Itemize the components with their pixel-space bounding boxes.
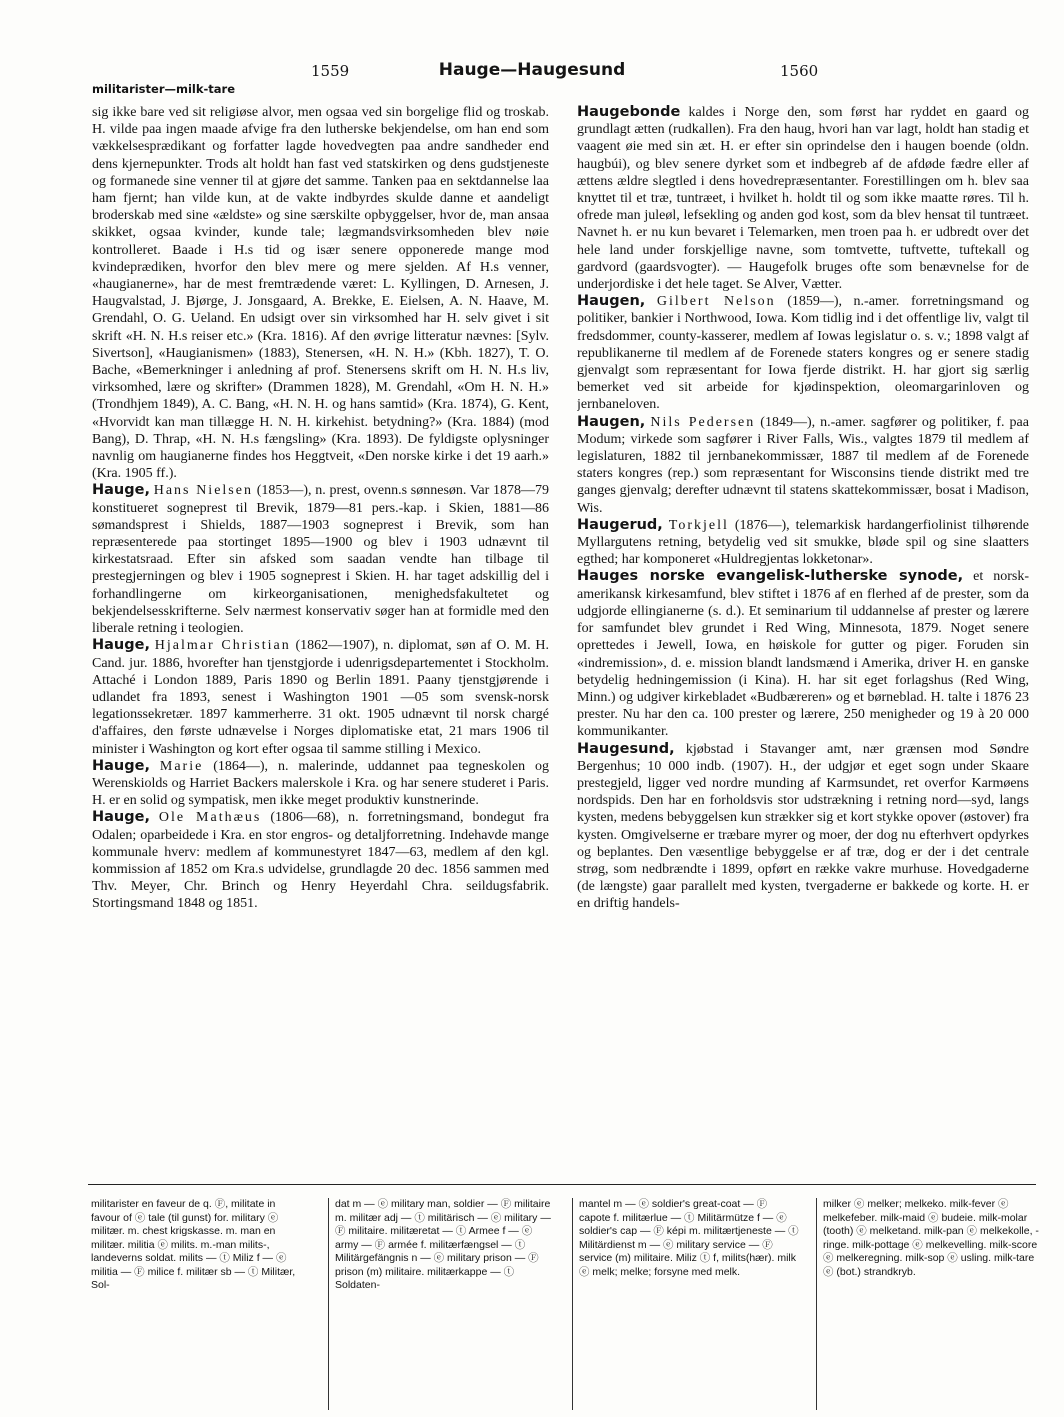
entry-hauge-hans-nielsen [92,482,549,637]
headword: Haugen, [577,293,646,310]
headword: Hauge, [92,637,150,654]
headword: Haugen, [577,413,646,430]
entry-haugen-gilbert-nelson [577,293,1029,413]
headword: Hauge, [92,809,150,826]
entry-text: et norsk-amerikansk kirkesamfund, blev stiftet i 1876 af en flerhed af de prester, som da udgjorde ellingianerne (s. d.). Et seminarium til uddannelse af prester og lærere for samfundet blev grundet i Red Wing, Minnesota, 1879. Noget senere oprettedes i Jewell, Iowa, en høiskole for gutter og piger. Foruden sin «indremission», d. e. mission blandt landsmænd i Amerika, driver H. en ganske betydelig hedningemission (i Kina). H. har sit eget forlagshus (Red Wing, Minn.) og udgiver kirkebladet «Budbæreren» og et børneblad. H. talte i 1876 23 prester. Nu har den ca. 100 prester og lærere, 250 menigheder og 19 à 20 000 kommunikanter. [577,569,1029,740]
headword: Hauge, [92,757,150,774]
footnote-text: militarister en faveur de q. Ⓕ, militate in favour of ⓔ tale (til gunst) for. military ⓔ militær. m. chest krigskasse. m. man en militær. militia ⓔ milits. m.-man milits-, landeverns soldat. milits — ⓣ Miliz f — ⓔ militia — Ⓕ milice f. militær sb — ⓣ Militær, Sol- [91,1198,296,1291]
entry-haugesund [577,741,1029,913]
running-title: Hauge—Haugesund [438,60,626,80]
spaced-name: Nils Pedersen [650,414,756,430]
page-number-right: 1560 [780,62,819,80]
footnote-column-3 [572,1198,801,1410]
footnote-column-2 [328,1198,557,1410]
headword: Hauges norske evangelisk-lutherske synode, [577,568,964,585]
spaced-name: Hans Nielsen [153,483,253,499]
spaced-name: Ole Mathæus [158,810,262,826]
spaced-name: Torkjell [668,517,729,533]
footnote-text: milker ⓔ melker; melkeko. milk-fever ⓔ melkefeber. milk-maid ⓔ budeie. milk-molar (tooth) ⓔ melketand. milk-pan ⓔ melkekolle, -ringe. milk-pottage ⓔ melkevelling. milk-score ⓔ melkeregning. milk-sop ⓔ usling. milk-tare ⓔ (bot.) strandkryb. [823,1198,1039,1278]
footnote-divider [88,1184,1036,1185]
entry-hauges-synode [577,568,1029,740]
headword: Haugerud, [577,516,663,533]
headword: Haugebonde [577,104,681,120]
entry-text: kjøbstad i Stavanger amt, nær grænsen mod Søndre Bergenhus; 10 000 indb. (1907). H., der udgjør et eget sogn under Skaare prestegjeld, ligger ved nordre munding af Karmsundet, ret overfor Karmøens nordspids. Den har en forholdsvis stor udstrækning i retning nord—syd, langs kysten, medens bebyggelsen kun strækker sig et kort stykke opover (østover) fra kysten. Omgivelserne er træbare myrer og moer, der dog nu efterhvert opdyrkes og beplantes. Den væsentlige bebyggelse er af træ, dog er der i det centrale strøg, som nedbrændte i 1899, opført en række vakre murhuse. Hovedgaderne (de længste) gaar parallelt med kysten, tvergaderne er bakkede og korte. H. er en driftig handels- [577,741,1029,912]
entry-haugerud-torkjell [577,517,1029,569]
entry-text: kaldes i Norge den, som først har ryddet en gaard og grundlagt ætten (rudkallen). Fra den haug, hvori han var lagt, holdt han stadig et vaagent øie med sin æt. H. er efter sin oprindelse den i haugen boende (oldn. haugbúi), og blev senere dyrket som et indbegreb af de afdøde fædre eller af ættens ældre slegtled i dens hovedrepræsentanter. Forestillingen om h. blev saa knyttet til et træ, tuntræet, i hvilket h. holdt til og som ikke maatte røres. Til h. ofrede man juleøl, lefsekling og anden god kost, som da blev hensat til tuntræet. Navnet h. er nu kun bevaret i Telemarken, men troen paa h. er udbredt over det hele land under forskjellige navne, som tomtvette, tuftvette, tuftekall og gardvord (gaardsvogter). — Haugefolk bruges ofte som benævnelse for de underjordiske i det hele taget. Se Alver, Vætter. [577,105,1029,293]
entry-haugen-nils-pedersen [577,414,1029,517]
headword: Haugesund, [577,740,675,757]
page-number-left: 1559 [311,62,350,80]
entry-text: (1806—68), n. forretningsmand, bondegut fra Odalen; oparbeidede i Kra. en stor engros- og detaljforretning. Indehavde mange kommunale hverv: medlem af kommunestyret 1847—63, medlem af den kgl. kommission af 1852 om Kra.s udvidelse, grundlagde 20 dec. 1856 sammen med Thv. Meyer, Chr. Brinch og Henry Heyerdahl Chra. seildugsfabrik. Stortingsmand 1848 og 1851. [92,810,549,912]
footnote-column-4 [816,1198,1045,1410]
spaced-name: Gilbert Nelson [656,294,776,310]
entry-hauge-ole-mathaeus [92,809,549,912]
entry-text: (1864—), n. malerinde, uddannet paa tegneskolen og Werenskiolds og Harriet Backers malerskole i Kra. og har senere studeret i Paris. H. er en solid og sympatisk, men ikke meget produktiv kunstnerinde. [92,758,549,809]
headword: Hauge, [92,482,150,499]
catchword-left: militarister—milk-tare [92,82,236,96]
entry-text: (1849—), n.-amer. sagfører og politiker, f. paa Modum; virkede som sagfører i River Falls, Wis., valgtes 1879 til medlem af legislaturen, 1882 til jernbanekommissær, 1887 til medlem af de Forenede staters kongres (rep.) som repræsentant for Wisconsins tiende distrikt med tre ganges gjenvalg; derefter udnævnt til statens skattekommissær, bosat i Madison, Wis. [577,414,1029,516]
spaced-name: Marie [159,758,204,774]
entry-text: (1853—), n. prest, ovenn.s sønnesøn. Var 1878—79 konstitueret sogneprest til Brevik, 1879—81 pers.-kap. i Skien, 1881—86 sømandsprest i Shields, 1887—1903 sogneprest i Brevik, som han repræsenterede paa stortinget 1895—1900 og blev i 1903 udnævnt til kirkestatsraad. Efter sin afsked som saadan vendte han tilbage til prestegjerningen og blev i 1905 sogneprest i Skien. H. har taget adskillig del i forhandlingerne om kirkeorganisationen, menighedsfakultetet og bekjendelsesskrifterne. Selv nærmest konservativ søger han at formidle med den liberale retning i teologien. [92,483,549,637]
spaced-name: Hjalmar Christian [154,638,291,654]
entry-continuation: sig ikke bare ved sit religiøse alvor, men ogsaa ved sin borgelige flid og troskab. H. vilde paa ingen maade afvige fra den lutherske bekjendelse, om han end som vækkelsesprædikant og forfatter lagde hovedvegten paa andre sandheder end dens kjernepunkter. Trods alt holdt han fast ved statskirken og dens gudstjeneste og formanede sine venner til at gjøre det samme. Tanken paa en sektdannelse laa ham fjernt; han vilde kun, at de vakte indbyrdes skulde danne et aandeligt broderskab med sine «ældste» og sine særskilte opbyggelser, hvor de, man ansaa skikket, ogsaa kvinder, kunde tale; lægmandsvirksomheden blev nøie kontrolleret. Baade i H.s tid og især senere opponerede mange mod kvindeprædiken, hvorfor den blev mere og mere sjelden. Af H.s venner, «haugianerne», har de mest fremtrædende været: L. Kyllingen, D. Arnesen, J. Haugvalstad, J. Bjørge, J. Jonsgaard, A. Brekke, E. Eielsen, A. N. Haave, M. Grendahl, O. G. Ueland. En udsigt over sin virksomhed har H. selv givet i sit skrift «H. N. H.s reiser etc.» (Kra. 1816). Af den øvrige litteratur nævnes: [Sylv. Sivertson], «Haugianismen» (1883), Stenersen, «H. N. H.» (Kbh. 1827), T. O. Bache, «Bemerkninger i anledning af prof. Stenersens skrift om H. N. H.s liv, virksomhed, lære og skrifter» (Drammen 1828), M. Grendahl, «Om H. N. H.» (Trondhjem 1849), A. C. Bang, «H. N. H. og hans samtid» (Kra. 1874), G. Kent, «Hvorvidt kan man tillægge H. N. H. kirkehist. betydning?» (Kra. 1884) (mod Bang), D. Thrap, «H. N. H.s fængsling» (Kra. 1893). De fyldigste oplysninger navnlig om haugianerne findes hos Heggtveit, «Den norske kirke i det 19 aarh.» (Kra. 1905 ff.). [92,105,549,482]
entry-text: (1876—), telemarkisk hardangerfiolinist tilhørende Myllargutens retning, betydelig ved sit smukke, bløde spil og sine slaatters egthed; har komponeret «Huldregjentas lokketonar». [577,517,1029,568]
footnote-text: mantel m — ⓔ soldier's great-coat — Ⓕ capote f. militærlue — ⓣ Militärmütze f — ⓔ soldier's cap — Ⓕ képi m. militærtjeneste — ⓣ Militärdienst m — ⓔ military service — Ⓕ service (m) militaire. Miliz ⓣ f, milits(hær). milk ⓔ melk; melke; forsyne med melk. [579,1198,799,1278]
entry-haugebonde [577,104,1029,293]
left-column [92,104,549,1178]
entry-text: (1862—1907), n. diplomat, søn af O. M. H. Cand. jur. 1886, hvorefter han tjenstgjorde i udenrigsdepartementet i Stockholm. Attaché i London 1889, Paris 1890 og Berlin 1891. Paany tjenstgjørende i udlandet fra 1893, senest i Washington 1901 —05 som svensk-norsk legationssekretær. 1897 kammerherre. 31 okt. 1905 udnævnt til norsk chargé d'affaires, den første udnævelse i Norges diplomatiske etat, 21 mars 1906 til minister i Washington og kort efter ogsaa til samme stilling i Mexico. [92,638,549,757]
footnote-column-1 [91,1198,307,1410]
entry-text: (1859—), n.-amer. forretningsmand og politiker, bankier i Northwood, Iowa. Kom tidlig ind i det offentlige liv, valgt til fredsdommer, county-kasserer, medlem af Iowas legislatur o. s. v.; 1898 valgt af republikanerne til medlem af de Forenede staters kongres og er senere stadig gjenvalgt som repræsentant for Iowa fjerde distrikt. H. har gjort sig særlig bemerket ved sit arbeide for kjødinspektion, oleomargarinloven og jernbaneloven. [577,294,1029,413]
right-column [577,104,1029,1178]
footnote-text: dat m — ⓔ military man, soldier — Ⓕ militaire m. militær adj — ⓣ militärisch — ⓔ military — Ⓕ militaire. militæretat — ⓣ Armee f — ⓔ army — Ⓕ armée f. militærfængsel — ⓣ Militärgefängnis n — ⓔ military prison — Ⓕ prison (m) militaire. militærkappe — ⓣ Soldaten- [335,1198,551,1291]
entry-hauge-marie [92,758,549,810]
entry-hauge-hjalmar-christian [92,637,549,757]
